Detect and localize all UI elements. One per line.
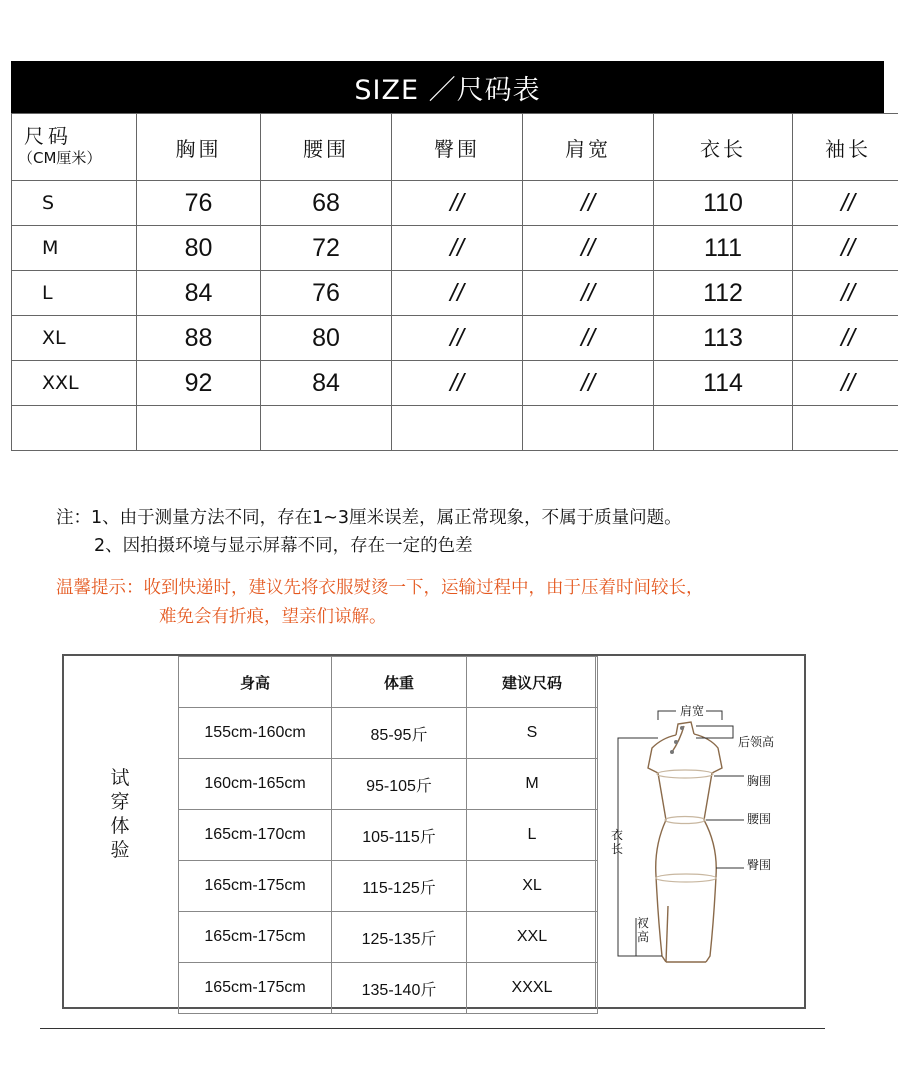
sleeve-cell: // (793, 181, 898, 226)
label-char: 长 (610, 842, 623, 856)
weight-cell: 105-115斤 (332, 810, 467, 861)
empty-cell (261, 406, 392, 451)
size-cell: S (12, 181, 137, 226)
empty-cell (793, 406, 898, 451)
table-row (179, 708, 598, 759)
shoulder-cell: // (523, 271, 654, 316)
table-row (179, 963, 598, 1014)
height-cell: 155cm-160cm (179, 708, 332, 759)
empty-cell (12, 406, 137, 451)
length-cell: 111 (654, 226, 793, 271)
size-table-header-row (12, 114, 898, 181)
size-chart (11, 61, 884, 451)
side-char: 体 (110, 815, 130, 837)
waist-cell: 72 (261, 226, 392, 271)
label-waist: 腰围 (747, 812, 772, 826)
size-cell: M (12, 226, 137, 271)
fit-side-label (110, 766, 130, 862)
waist-cell: 80 (261, 316, 392, 361)
table-row (179, 912, 598, 963)
sleeve-cell: // (793, 316, 898, 361)
side-char: 验 (110, 839, 130, 861)
label-slit (636, 916, 650, 944)
table-row (12, 271, 898, 316)
hip-cell: // (392, 271, 523, 316)
size-chart-title: SIZE ／尺码表 (11, 61, 884, 113)
header-weight: 体重 (332, 657, 467, 708)
weight-cell: 135-140斤 (332, 963, 467, 1014)
fit-table-header-row (179, 657, 598, 708)
header-suggested-size: 建议尺码 (467, 657, 598, 708)
size-cell: XXL (12, 361, 137, 406)
label-hip: 臀围 (747, 858, 772, 872)
fit-table (178, 656, 598, 1014)
length-cell: 112 (654, 271, 793, 316)
table-row (179, 810, 598, 861)
empty-cell (523, 406, 654, 451)
shoulder-cell: // (523, 316, 654, 361)
warm-tip-line-1: 温馨提示：收到快递时，建议先将衣服熨烫一下，运输过程中，由于压着时间较长， (56, 578, 704, 598)
side-char: 试 (110, 767, 130, 789)
label-back-collar: 后领高 (738, 735, 775, 749)
waist-cell: 84 (261, 361, 392, 406)
chest-cell: 92 (137, 361, 261, 406)
suggested-size-cell: XL (467, 861, 598, 912)
waist-cell: 68 (261, 181, 392, 226)
note-line-1: 注：1、由于测量方法不同，存在1~3厘米误差，属正常现象，不属于质量问题。 (56, 508, 682, 528)
table-row (12, 181, 898, 226)
weight-cell: 115-125斤 (332, 861, 467, 912)
label-char: 衩 (636, 916, 649, 930)
chest-cell: 88 (137, 316, 261, 361)
header-waist: 腰围 (261, 114, 392, 181)
header-hip: 臀围 (392, 114, 523, 181)
label-chest: 胸围 (747, 774, 772, 788)
note-line-2: 2、因拍摄环境与显示屏幕不同，存在一定的色差 (94, 536, 473, 556)
length-cell: 110 (654, 181, 793, 226)
hip-cell: // (392, 181, 523, 226)
table-row (179, 861, 598, 912)
height-cell: 165cm-175cm (179, 912, 332, 963)
hip-cell: // (392, 316, 523, 361)
chest-cell: 84 (137, 271, 261, 316)
header-chest: 胸围 (137, 114, 261, 181)
table-row (12, 226, 898, 271)
hip-cell: // (392, 226, 523, 271)
height-cell: 160cm-165cm (179, 759, 332, 810)
weight-cell: 95-105斤 (332, 759, 467, 810)
size-cell: L (12, 271, 137, 316)
sleeve-cell: // (793, 271, 898, 316)
hip-cell: // (392, 361, 523, 406)
length-cell: 113 (654, 316, 793, 361)
header-length: 衣长 (654, 114, 793, 181)
header-size-label: 尺码 (24, 124, 72, 148)
shoulder-cell: // (523, 181, 654, 226)
label-shoulder: 肩宽 (680, 704, 705, 718)
warm-tip-line-2: 难免会有折痕，望亲们谅解。 (159, 607, 387, 627)
height-cell: 165cm-170cm (179, 810, 332, 861)
sleeve-cell: // (793, 226, 898, 271)
sleeve-cell: // (793, 361, 898, 406)
header-shoulder: 肩宽 (523, 114, 654, 181)
empty-cell (654, 406, 793, 451)
dress-measurement-figure (595, 656, 807, 1007)
size-table (11, 113, 898, 451)
label-char: 高 (636, 930, 649, 944)
fit-experience-box (62, 654, 806, 1009)
shoulder-cell: // (523, 361, 654, 406)
size-cell: XL (12, 316, 137, 361)
suggested-size-cell: L (467, 810, 598, 861)
bottom-divider (40, 1028, 825, 1029)
weight-cell: 125-135斤 (332, 912, 467, 963)
chest-cell: 80 (137, 226, 261, 271)
suggested-size-cell: S (467, 708, 598, 759)
height-cell: 165cm-175cm (179, 963, 332, 1014)
empty-cell (137, 406, 261, 451)
chest-cell: 76 (137, 181, 261, 226)
shoulder-cell: // (523, 226, 654, 271)
empty-cell (392, 406, 523, 451)
label-char: 衣 (610, 828, 623, 842)
unit-note: （CM厘米） (18, 149, 102, 167)
suggested-size-cell: M (467, 759, 598, 810)
table-row (12, 316, 898, 361)
table-row-empty (12, 406, 898, 451)
header-height: 身高 (179, 657, 332, 708)
weight-cell: 85-95斤 (332, 708, 467, 759)
label-length (610, 828, 624, 856)
side-char: 穿 (110, 791, 130, 813)
length-cell: 114 (654, 361, 793, 406)
table-row (12, 361, 898, 406)
waist-cell: 76 (261, 271, 392, 316)
suggested-size-cell: XXL (467, 912, 598, 963)
height-cell: 165cm-175cm (179, 861, 332, 912)
suggested-size-cell: XXXL (467, 963, 598, 1014)
header-sleeve: 袖长 (793, 114, 898, 181)
table-row (179, 759, 598, 810)
header-size (12, 114, 137, 181)
